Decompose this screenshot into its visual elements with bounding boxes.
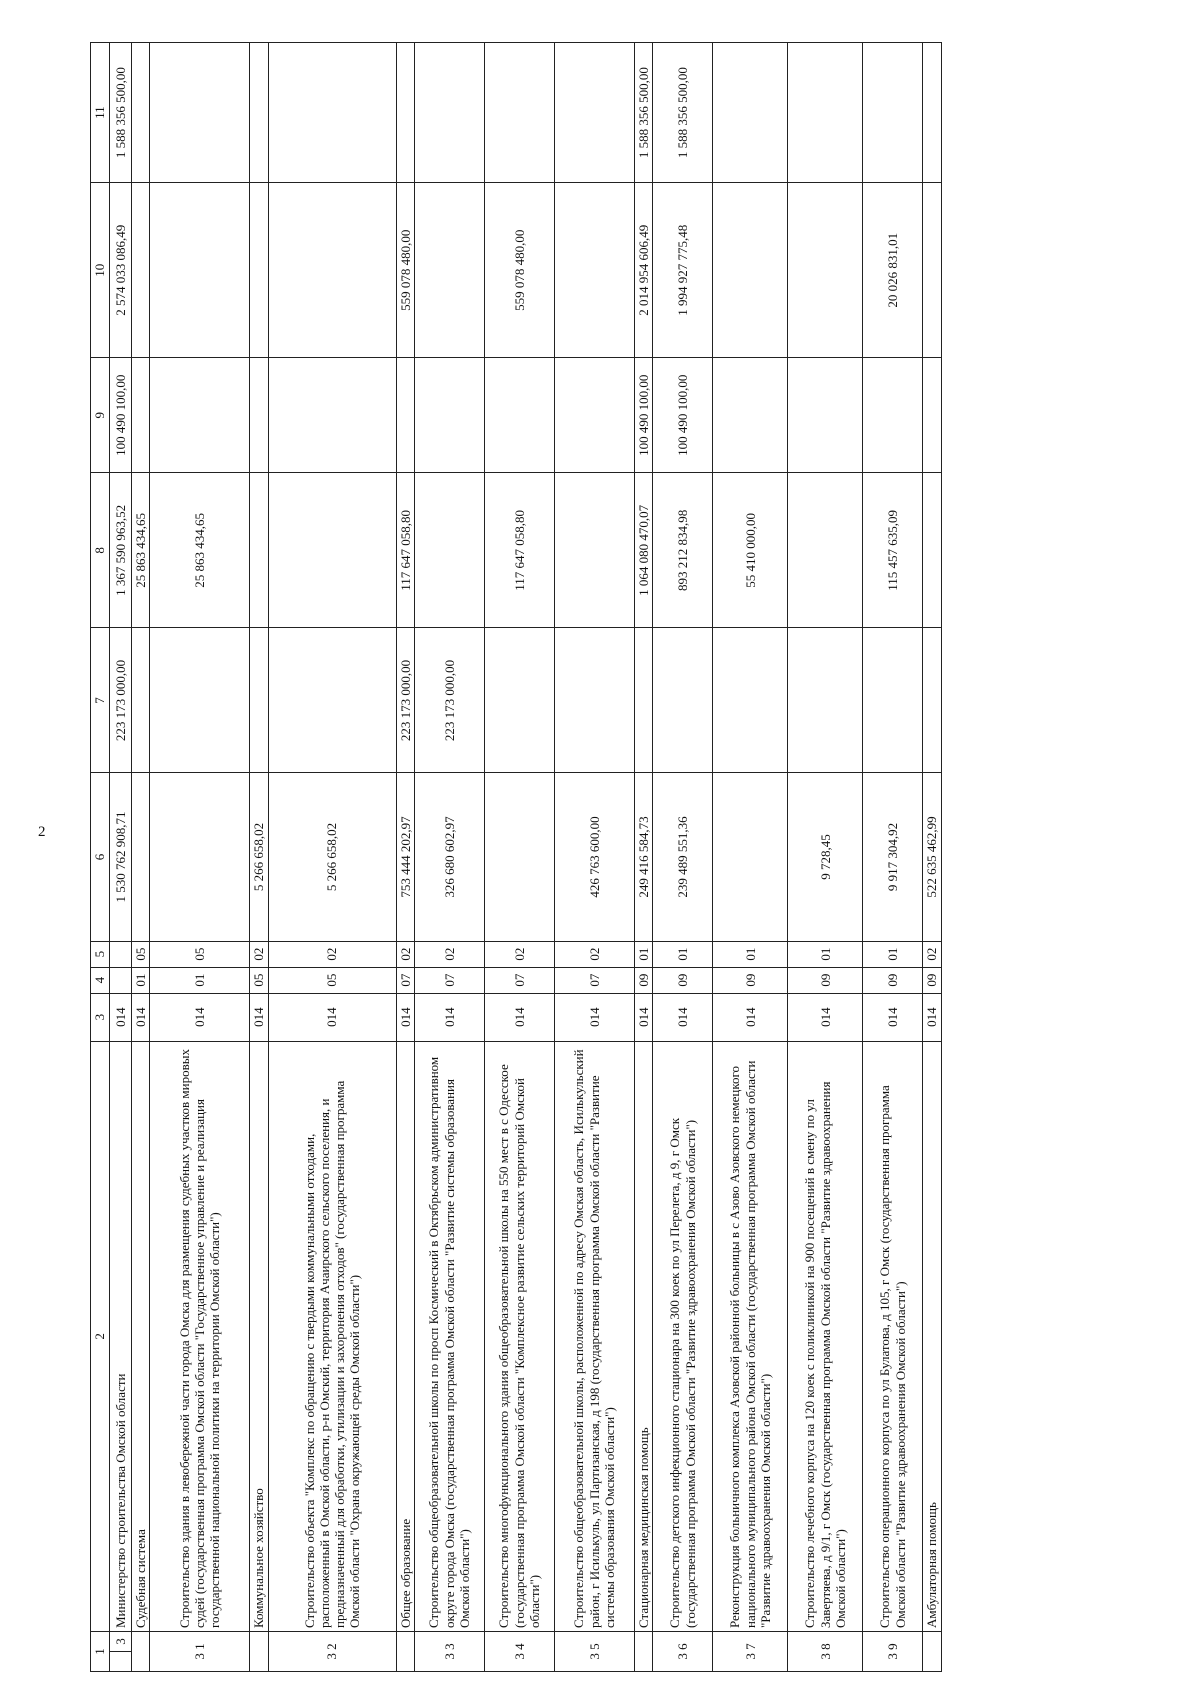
row-value-8 — [250, 473, 268, 628]
table-row — [250, 43, 268, 1672]
row-value-9 — [414, 358, 484, 473]
row-value-8 — [554, 473, 634, 628]
row-value-8 — [414, 473, 484, 628]
row-value-7 — [250, 628, 268, 773]
row-value-6: 5 266 658,02 — [268, 773, 396, 941]
row-value-7 — [554, 628, 634, 773]
row-blank-cell — [110, 1652, 132, 1672]
header-col-6: 6 — [91, 773, 110, 941]
table-row — [484, 43, 554, 1672]
row-code-4: 07 — [484, 967, 554, 993]
table-row — [923, 43, 941, 1672]
row-value-11 — [250, 43, 268, 183]
row-name: Судебная система — [132, 1041, 150, 1631]
table-row — [132, 43, 150, 1672]
row-code-4: 01 — [150, 967, 250, 993]
page-number: 2 — [38, 824, 46, 840]
row-code-4: 01 — [132, 967, 150, 993]
row-code-5: 02 — [268, 941, 396, 967]
row-name: Строительство многофункционального здания общеобразовательной школы на 550 мест в с Одесское (государственная программа Омской области "Комплексное развитие сельских территорий Омской области") — [484, 1041, 554, 1631]
row-code-3: 014 — [268, 993, 396, 1041]
row-code-5: 02 — [554, 941, 634, 967]
row-index: 3 9 — [863, 1632, 923, 1672]
table-row — [396, 43, 414, 1672]
table-row — [414, 43, 484, 1672]
row-index — [132, 1632, 150, 1672]
row-name: Реконструкция больничного комплекса Азовской районной больницы в с Азово Азовского немецкого национального муниципального района Омской области (государственная программа Омской области "Развитие здравоохранения Омской области") — [713, 1041, 788, 1631]
row-value-10: 559 078 480,00 — [484, 183, 554, 358]
row-value-6: 249 416 584,73 — [634, 773, 652, 941]
row-value-7 — [132, 628, 150, 773]
row-code-4: 07 — [396, 967, 414, 993]
row-value-9: 100 490 100,00 — [110, 358, 132, 473]
row-value-8: 1 367 590 963,52 — [110, 473, 132, 628]
row-value-8 — [268, 473, 396, 628]
header-row — [91, 43, 110, 1672]
row-value-6: 1 530 762 908,71 — [110, 773, 132, 941]
table-row — [863, 43, 923, 1672]
row-value-7 — [923, 628, 941, 773]
row-value-11 — [150, 43, 250, 183]
row-name: Строительство здания в левобережной части города Омска для размещения судебных участков мировых судей (государственная программа Омской области "Государственное управление и реализация государственной национальной политики на территории Омской области") — [150, 1041, 250, 1631]
row-code-4: 07 — [554, 967, 634, 993]
row-value-6: 9 728,45 — [788, 773, 863, 941]
row-value-6 — [713, 773, 788, 941]
header-col-4: 4 — [91, 967, 110, 993]
row-value-6: 239 489 551,36 — [653, 773, 713, 941]
row-code-3: 014 — [396, 993, 414, 1041]
row-value-8 — [788, 473, 863, 628]
row-value-6 — [484, 773, 554, 941]
row-value-10 — [132, 183, 150, 358]
row-code-5: 01 — [653, 941, 713, 967]
row-value-7 — [713, 628, 788, 773]
row-value-8 — [923, 473, 941, 628]
row-value-11: 1 588 356 500,00 — [653, 43, 713, 183]
row-code-4: 09 — [788, 967, 863, 993]
row-value-8: 893 212 834,98 — [653, 473, 713, 628]
row-name: Строительство объекта "Комплекс по обращению с твердыми коммунальными отходами, расположенный в Омской области, р-н Омский, территория Ачаирского сельского поселения, и предназначенный для обработки, утилизации и захоронения отходов" (государственная программа Омской области "Охрана окружающей среды Омской области") — [268, 1041, 396, 1631]
row-value-8: 117 647 058,80 — [484, 473, 554, 628]
row-value-11: 1 588 356 500,00 — [110, 43, 132, 183]
row-code-5: 05 — [132, 941, 150, 967]
table-row — [788, 43, 863, 1672]
row-value-11 — [132, 43, 150, 183]
row-value-6: 753 444 202,97 — [396, 773, 414, 941]
row-name: Строительство общеобразовательной школы, расположенной по адресу Омская область, Исилькульский район, г Исилькуль, ул Партизанская, д 198 (государственная программа Омской области "Развитие системы образования Омской области") — [554, 1041, 634, 1631]
row-index — [250, 1632, 268, 1672]
row-value-10 — [268, 183, 396, 358]
row-value-9 — [250, 358, 268, 473]
row-code-3: 014 — [634, 993, 652, 1041]
row-code-5: 02 — [396, 941, 414, 967]
row-name: Стационарная медицинская помощь — [634, 1041, 652, 1631]
row-value-9 — [484, 358, 554, 473]
row-code-3: 014 — [653, 993, 713, 1041]
row-value-9 — [150, 358, 250, 473]
row-code-3: 014 — [414, 993, 484, 1041]
row-value-7 — [788, 628, 863, 773]
row-code-4: 09 — [634, 967, 652, 993]
table-row — [110, 43, 132, 1672]
row-code-5: 02 — [414, 941, 484, 967]
row-value-11 — [923, 43, 941, 183]
row-code-3: 014 — [150, 993, 250, 1041]
row-value-10 — [923, 183, 941, 358]
row-index: 3 1 — [150, 1632, 250, 1672]
row-code-3: 014 — [788, 993, 863, 1041]
table-row — [653, 43, 713, 1672]
row-name: Амбулаторная помощь — [923, 1041, 941, 1631]
header-col-1: 1 — [91, 1632, 110, 1672]
row-code-5: 01 — [634, 941, 652, 967]
row-value-7 — [150, 628, 250, 773]
row-value-6: 5 266 658,02 — [250, 773, 268, 941]
row-value-9 — [396, 358, 414, 473]
row-index: 3 4 — [484, 1632, 554, 1672]
header-col-7: 7 — [91, 628, 110, 773]
table-body — [110, 43, 942, 1672]
budget-table — [90, 42, 942, 1672]
row-value-11 — [713, 43, 788, 183]
header-col-10: 10 — [91, 183, 110, 358]
row-code-5: 02 — [923, 941, 941, 967]
row-code-4: 09 — [653, 967, 713, 993]
row-value-10 — [713, 183, 788, 358]
row-index — [923, 1632, 941, 1672]
row-name: Строительство общеобразовательной школы по просп Космический в Октябрьском административном округе города Омска (государственная программа Омской области "Развитие системы образования Омской области") — [414, 1041, 484, 1631]
row-value-7 — [863, 628, 923, 773]
header-col-3: 3 — [91, 993, 110, 1041]
row-name: Министерство строительства Омской области — [110, 1041, 132, 1631]
row-code-4: 07 — [414, 967, 484, 993]
table-row — [713, 43, 788, 1672]
row-value-7 — [268, 628, 396, 773]
row-value-6: 9 917 304,92 — [863, 773, 923, 941]
row-value-9: 100 490 100,00 — [653, 358, 713, 473]
row-value-10: 20 026 831,01 — [863, 183, 923, 358]
row-value-11 — [396, 43, 414, 183]
row-value-10 — [554, 183, 634, 358]
row-value-8: 117 647 058,80 — [396, 473, 414, 628]
row-value-11 — [554, 43, 634, 183]
row-code-5: 01 — [713, 941, 788, 967]
row-value-11: 1 588 356 500,00 — [634, 43, 652, 183]
row-value-10 — [250, 183, 268, 358]
row-code-5: 01 — [863, 941, 923, 967]
table-row — [634, 43, 652, 1672]
header-col-2: 2 — [91, 1041, 110, 1631]
row-name: Коммунальное хозяйство — [250, 1041, 268, 1631]
table-row — [268, 43, 396, 1672]
row-value-10 — [150, 183, 250, 358]
row-value-10: 559 078 480,00 — [396, 183, 414, 358]
row-index: 3 8 — [788, 1632, 863, 1672]
row-name: Общее образование — [396, 1041, 414, 1631]
row-code-5 — [110, 941, 132, 967]
row-value-6: 426 763 600,00 — [554, 773, 634, 941]
row-value-6 — [150, 773, 250, 941]
row-value-11 — [414, 43, 484, 183]
row-value-11 — [788, 43, 863, 183]
row-code-4 — [110, 967, 132, 993]
row-value-9 — [268, 358, 396, 473]
row-value-7 — [634, 628, 652, 773]
row-code-4: 09 — [713, 967, 788, 993]
row-index: 3 2 — [268, 1632, 396, 1672]
row-value-7: 223 173 000,00 — [396, 628, 414, 773]
row-value-7 — [653, 628, 713, 773]
row-value-9 — [713, 358, 788, 473]
row-value-6: 326 680 602,97 — [414, 773, 484, 941]
row-value-10: 1 994 927 775,48 — [653, 183, 713, 358]
row-value-10: 2 574 033 086,49 — [110, 183, 132, 358]
row-index: 3 3 — [414, 1632, 484, 1672]
row-index: 3 — [110, 1632, 132, 1652]
row-value-11 — [863, 43, 923, 183]
row-code-4: 09 — [863, 967, 923, 993]
header-col-8: 8 — [91, 473, 110, 628]
row-code-5: 01 — [788, 941, 863, 967]
row-value-9 — [788, 358, 863, 473]
row-code-3: 014 — [250, 993, 268, 1041]
row-value-10 — [788, 183, 863, 358]
row-value-7 — [484, 628, 554, 773]
row-index: 3 7 — [713, 1632, 788, 1672]
row-code-5: 02 — [484, 941, 554, 967]
row-value-6 — [132, 773, 150, 941]
row-value-9 — [923, 358, 941, 473]
row-index: 3 6 — [653, 1632, 713, 1672]
row-code-5: 05 — [150, 941, 250, 967]
table-row — [554, 43, 634, 1672]
row-value-11 — [268, 43, 396, 183]
row-value-9 — [863, 358, 923, 473]
row-value-6: 522 635 462,99 — [923, 773, 941, 941]
row-index — [634, 1632, 652, 1672]
row-index — [396, 1632, 414, 1672]
header-col-11: 11 — [91, 43, 110, 183]
row-value-11 — [484, 43, 554, 183]
row-value-8: 25 863 434,65 — [132, 473, 150, 628]
row-name: Строительство лечебного корпуса на 120 коек с поликлиникой на 900 посещений в смену по ул Завертяева, д 9/1, г Омск (государственная программа Омской области "Развитие здравоохранения Омской области") — [788, 1041, 863, 1631]
row-code-3: 014 — [484, 993, 554, 1041]
row-code-3: 014 — [110, 993, 132, 1041]
row-value-7: 223 173 000,00 — [110, 628, 132, 773]
row-code-4: 05 — [250, 967, 268, 993]
header-col-9: 9 — [91, 358, 110, 473]
row-code-3: 014 — [863, 993, 923, 1041]
row-value-8: 25 863 434,65 — [150, 473, 250, 628]
row-code-4: 05 — [268, 967, 396, 993]
row-value-10 — [414, 183, 484, 358]
header-col-5: 5 — [91, 941, 110, 967]
row-name: Строительство детского инфекционного стационара на 300 коек по ул Перелета, д 9, г Омск (государственная программа Омской области "Развитие здравоохранения Омской области") — [653, 1041, 713, 1631]
row-value-7: 223 173 000,00 — [414, 628, 484, 773]
table-row — [150, 43, 250, 1672]
row-code-5: 02 — [250, 941, 268, 967]
row-value-8: 115 457 635,09 — [863, 473, 923, 628]
row-code-3: 014 — [132, 993, 150, 1041]
row-code-3: 014 — [923, 993, 941, 1041]
row-value-9 — [132, 358, 150, 473]
row-value-9: 100 490 100,00 — [634, 358, 652, 473]
row-value-10: 2 014 954 606,49 — [634, 183, 652, 358]
row-code-4: 09 — [923, 967, 941, 993]
rotated-budget-table-container — [90, 42, 1200, 1672]
row-value-8: 55 410 000,00 — [713, 473, 788, 628]
row-code-3: 014 — [554, 993, 634, 1041]
row-name: Строительство операционного корпуса по ул Булатова, д 105, г Омск (государственная программа Омской области "Развитие здравоохранения Омской области") — [863, 1041, 923, 1631]
row-value-8: 1 064 080 470,07 — [634, 473, 652, 628]
row-code-3: 014 — [713, 993, 788, 1041]
row-index: 3 5 — [554, 1632, 634, 1672]
row-value-9 — [554, 358, 634, 473]
